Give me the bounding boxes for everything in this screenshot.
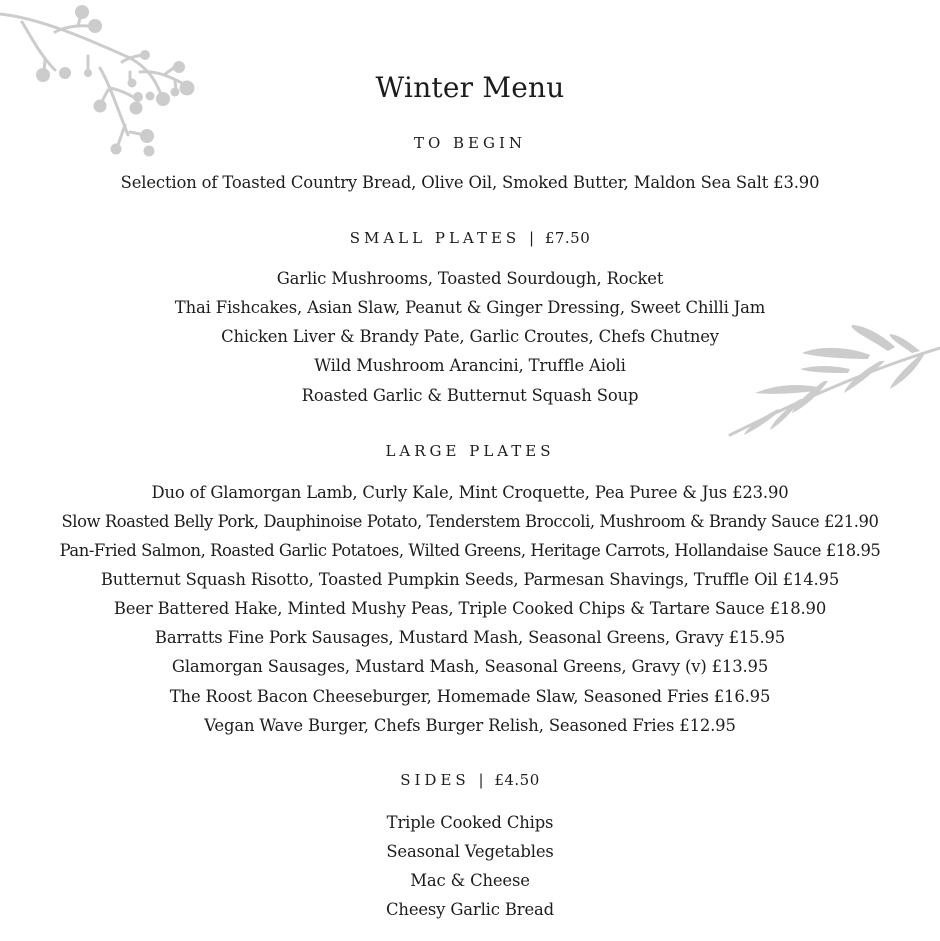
- separator: |: [478, 771, 486, 789]
- menu-item: Roasted Garlic & Butternut Squash Soup: [301, 386, 639, 405]
- section-heading-sides: [0, 773, 940, 788]
- menu-item: Slow Roasted Belly Pork, Dauphinoise Potato, Tenderstem Broccoli, Mushroom & Brandy Sauce £21.90: [61, 512, 879, 531]
- section-price: £7.50: [544, 229, 591, 247]
- menu-item: Butternut Squash Risotto, Toasted Pumpkin Seeds, Parmesan Shavings, Truffle Oil £14.95: [100, 570, 840, 589]
- menu-item: The Roost Bacon Cheeseburger, Homemade Slaw, Seasoned Fries £16.95: [169, 687, 771, 706]
- menu-item: Chicken Liver & Brandy Pate, Garlic Croutes, Chefs Chutney: [221, 327, 719, 346]
- menu-item: Vegan Wave Burger, Chefs Burger Relish, Seasoned Fries £12.95: [204, 716, 736, 735]
- menu-item: Pan-Fried Salmon, Roasted Garlic Potatoes, Wilted Greens, Heritage Carrots, Hollandaise Sauce £18.95: [59, 541, 881, 560]
- menu-item: Wild Mushroom Arancini, Truffle Aioli: [314, 356, 626, 375]
- section-title: SIDES: [400, 771, 470, 789]
- section-heading-large-plates: LARGE PLATES: [385, 442, 555, 460]
- menu-item: Duo of Glamorgan Lamb, Curly Kale, Mint Croquette, Pea Puree & Jus £23.90: [151, 483, 789, 502]
- section-title: SMALL PLATES: [349, 229, 521, 247]
- menu-item: Seasonal Vegetables: [386, 842, 554, 861]
- page-title: Winter Menu: [375, 71, 565, 104]
- menu-item: Garlic Mushrooms, Toasted Sourdough, Rocket: [276, 269, 664, 288]
- menu-item: Mac & Cheese: [410, 871, 530, 890]
- menu-item: Cheesy Garlic Bread: [386, 900, 554, 919]
- menu-item: Beer Battered Hake, Minted Mushy Peas, Triple Cooked Chips & Tartare Sauce £18.90: [113, 599, 827, 618]
- section-price: £4.50: [494, 771, 540, 789]
- menu-item: Barratts Fine Pork Sausages, Mustard Mash, Seasonal Greens, Gravy £15.95: [154, 628, 786, 647]
- menu-item: Glamorgan Sausages, Mustard Mash, Seasonal Greens, Gravy (v) £13.95: [171, 657, 769, 676]
- section-heading-small-plates: [0, 231, 940, 246]
- separator: |: [528, 229, 537, 247]
- menu-item: Thai Fishcakes, Asian Slaw, Peanut & Ginger Dressing, Sweet Chilli Jam: [174, 298, 766, 317]
- menu-item: Selection of Toasted Country Bread, Olive Oil, Smoked Butter, Maldon Sea Salt £3.90: [120, 173, 820, 192]
- section-heading-to-begin: TO BEGIN: [413, 134, 527, 152]
- menu-item: Triple Cooked Chips: [386, 813, 554, 832]
